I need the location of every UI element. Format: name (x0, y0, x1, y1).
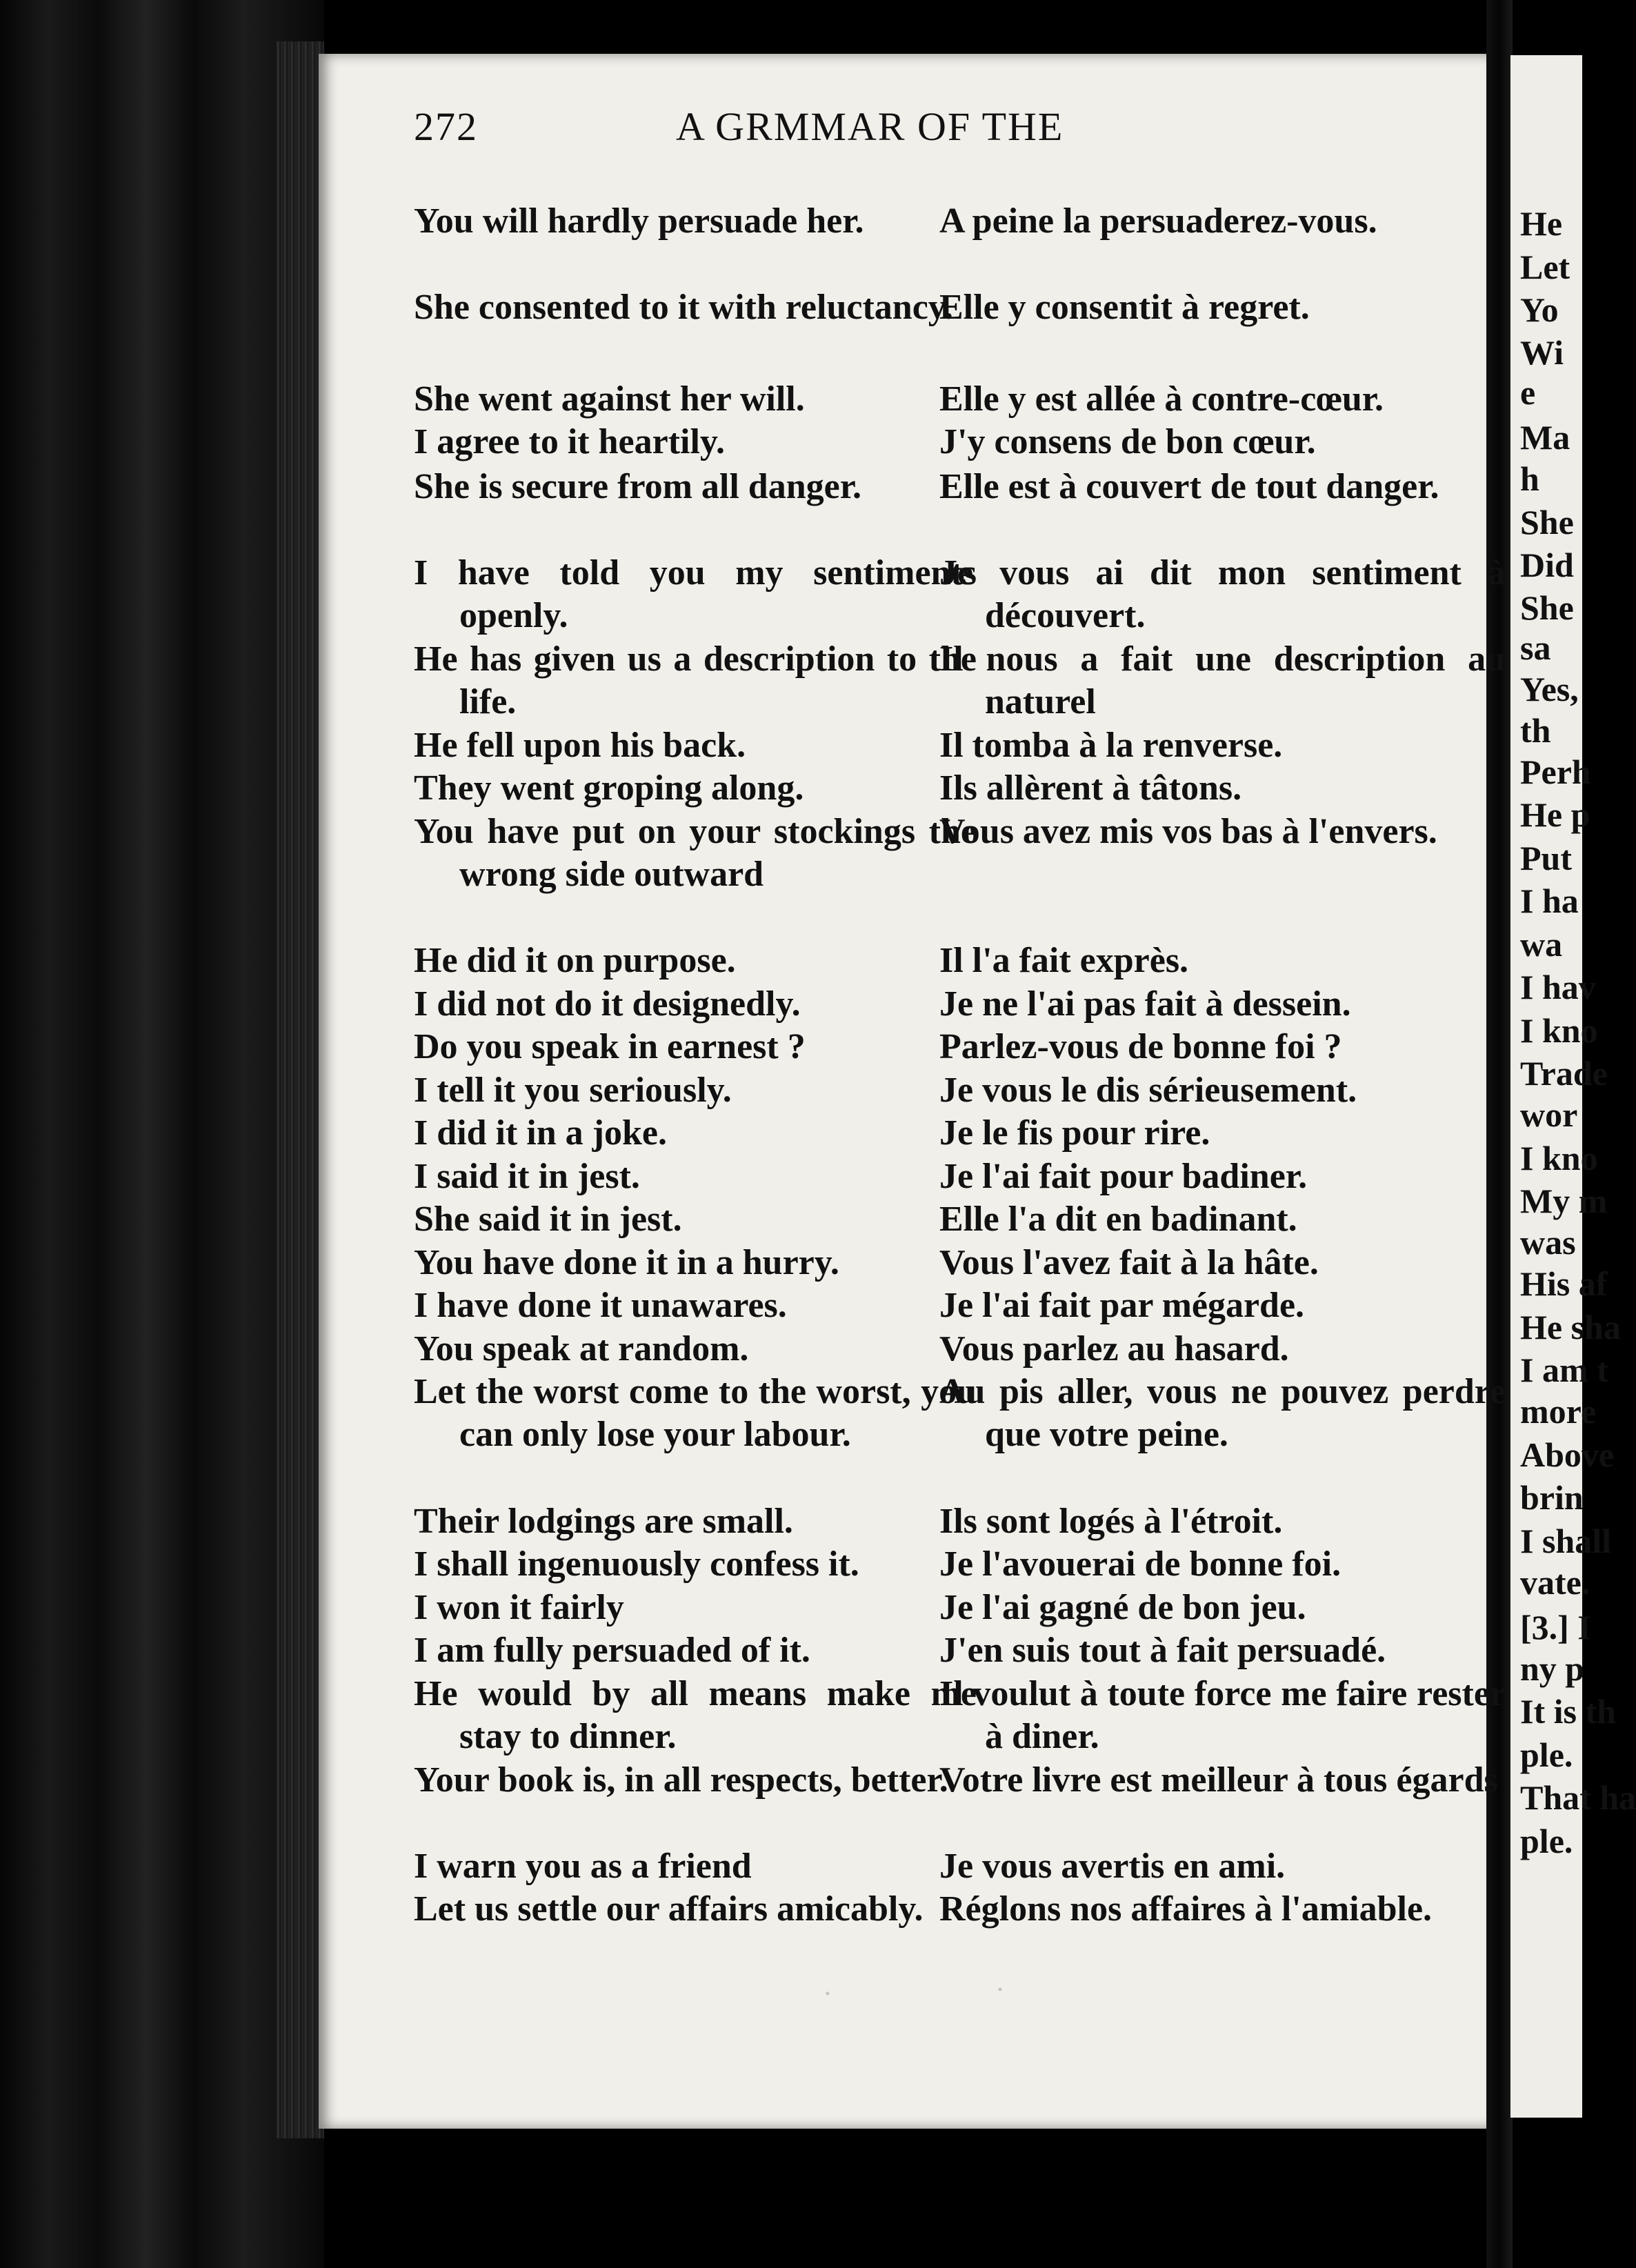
next-page-fragment: ny p (1520, 1649, 1585, 1688)
english-phrase: She went against her will. (414, 379, 805, 419)
french-phrase: Ils sont logés à l'étroit. (939, 1502, 1283, 1541)
page-number: 272 (414, 104, 478, 149)
next-page-fragment: e (1520, 373, 1536, 412)
french-phrase: Elle y consentit à regret. (939, 288, 1310, 327)
next-page-fragment: Trade (1520, 1054, 1608, 1093)
english-phrase: I agree to it heartily. (414, 422, 726, 461)
next-page-fragment: th (1520, 711, 1551, 750)
next-page-fragment: vate. (1520, 1563, 1590, 1602)
english-phrase: I tell it you seriously. (414, 1071, 732, 1110)
next-page-fragment: more (1520, 1392, 1597, 1431)
english-phrase: He would by all means make me stay to dinner. (414, 1674, 977, 1756)
english-phrase: Let us settle our affairs amicably. (414, 1889, 924, 1929)
next-page-fragment: He p (1520, 795, 1590, 834)
french-phrase: Je ne l'ai pas fait à dessein. (939, 984, 1351, 1024)
next-page-fragment: Perh (1520, 753, 1591, 791)
french-phrase: Je l'avouerai de bonne foi. (939, 1544, 1341, 1584)
next-page-fragment: Yo (1520, 290, 1559, 329)
next-page-fragment: It is th (1520, 1692, 1616, 1731)
french-phrase: Elle y est allée à contre-cœur. (939, 379, 1384, 419)
french-phrase: Je l'ai fait pour badiner. (939, 1157, 1308, 1196)
french-phrase: Vous l'avez fait à la hâte. (939, 1243, 1319, 1282)
page-header (414, 103, 1241, 166)
english-phrase: I have told you my sentiments openly. (414, 553, 977, 635)
english-phrase: They went groping along. (414, 768, 804, 808)
french-phrase: Il l'a fait exprès. (939, 941, 1189, 980)
next-page-fragment: Wi (1520, 333, 1564, 372)
french-phrase: Je vous avertis en ami. (939, 1847, 1286, 1886)
english-phrase: I won it fairly (414, 1588, 624, 1627)
french-phrase: J'en suis tout à fait persuadé. (939, 1631, 1386, 1670)
french-phrase: Je vous le dis sérieusement. (939, 1071, 1357, 1110)
next-page-fragment: Ma (1520, 418, 1570, 457)
french-phrase: Je le fis pour rire. (939, 1113, 1210, 1153)
french-phrase: Je vous ai dit mon sentiment à découvert. (939, 553, 1506, 635)
french-phrase: Je l'ai fait par mégarde. (939, 1286, 1305, 1325)
english-phrase: He fell upon his back. (414, 726, 746, 765)
next-page-fragment: He sha (1520, 1308, 1621, 1346)
french-phrase: Je l'ai gagné de bon jeu. (939, 1588, 1306, 1627)
french-phrase: Parlez-vous de bonne foi ? (939, 1027, 1342, 1066)
next-page-edge (1510, 55, 1636, 2118)
french-phrase: Au pis aller, vous ne pouvez perdre que votre peine. (939, 1372, 1506, 1454)
french-phrase: Votre livre est meilleur à tous égards (939, 1760, 1498, 1800)
english-phrase: You speak at random. (414, 1329, 749, 1369)
english-phrase: Their lodgings are small. (414, 1502, 793, 1541)
english-phrase: You have put on your stockings the wrong side outward (414, 812, 977, 894)
english-phrase: You have done it in a hurry. (414, 1243, 839, 1282)
paper-specks (759, 1973, 1104, 2014)
french-phrase: Elle l'a dit en badinant. (939, 1200, 1297, 1239)
next-page-fragment: I kno (1520, 1011, 1598, 1050)
english-phrase: I did it in a joke. (414, 1113, 667, 1153)
running-title: A GRMMAR OF THE (676, 104, 1064, 149)
english-phrase: Let the worst come to the worst, you can only lose your labour. (414, 1372, 977, 1454)
next-page-fragment: was (1520, 1223, 1576, 1262)
next-page-fragment: I shall (1520, 1522, 1612, 1560)
page-edges (276, 41, 324, 2138)
english-phrase: She consented to it with reluctancy. (414, 288, 953, 327)
next-page-fragment: I kno (1520, 1139, 1598, 1177)
next-page-fragment: sa (1520, 628, 1551, 667)
next-page-fragment: Above (1520, 1435, 1615, 1474)
next-page-fragment: I hav (1520, 968, 1596, 1006)
french-phrase: A peine la persuaderez-vous. (939, 201, 1377, 241)
next-page-fragment: [3.] I (1520, 1608, 1591, 1647)
english-phrase: She is secure from all danger. (414, 467, 862, 506)
english-phrase: I did not do it designedly. (414, 984, 801, 1024)
next-page-fragment: His af (1520, 1264, 1608, 1303)
next-page-fragment: My m (1520, 1182, 1608, 1220)
next-page-fragment: She (1520, 588, 1574, 627)
next-page-fragment: Let (1520, 248, 1570, 286)
next-page-fragment: wor (1520, 1095, 1578, 1134)
french-phrase: Il nous a fait une description au naturel (939, 639, 1506, 722)
next-page-fragment: h (1520, 459, 1539, 498)
english-phrase: He has given us a description to the life. (414, 639, 977, 722)
english-phrase: I said it in jest. (414, 1157, 640, 1196)
next-page-fragment: I am t (1520, 1351, 1608, 1389)
next-page-fragment: ple. (1520, 1822, 1573, 1860)
french-phrase: Elle est à couvert de tout danger. (939, 467, 1439, 506)
next-page-fragment: Put (1520, 839, 1572, 877)
french-phrase: Il voulut à toute force me faire rester à diner. (939, 1674, 1506, 1756)
french-phrase: Ils allèrent à tâtons. (939, 768, 1242, 808)
french-phrase: J'y consens de bon cœur. (939, 422, 1316, 461)
next-page-fragment: Yes, (1520, 670, 1579, 708)
english-phrase: You will hardly persuade her. (414, 201, 864, 241)
french-phrase: Vous avez mis vos bas à l'envers. (939, 812, 1437, 851)
next-page-fragment: He (1520, 204, 1563, 243)
next-page-fragment: wa (1520, 925, 1563, 964)
next-page-fragment: She (1520, 503, 1574, 541)
french-phrase: Il tomba à la renverse. (939, 726, 1283, 765)
french-phrase: Vous parlez au hasard. (939, 1329, 1289, 1369)
next-page-fragment: ple. (1520, 1735, 1573, 1774)
french-phrase: Réglons nos affaires à l'amiable. (939, 1889, 1433, 1929)
next-page-fragment: I ha (1520, 882, 1579, 920)
english-phrase: Your book is, in all respects, better. (414, 1760, 948, 1800)
english-phrase: She said it in jest. (414, 1200, 682, 1239)
english-phrase: I have done it unawares. (414, 1286, 787, 1325)
english-phrase: Do you speak in earnest ? (414, 1027, 806, 1066)
next-page-fragment: brin (1520, 1478, 1584, 1517)
english-phrase: I am fully persuaded of it. (414, 1631, 810, 1670)
next-page-fragment: Did (1520, 546, 1574, 584)
english-phrase: He did it on purpose. (414, 941, 736, 980)
next-page-fragment: That ha (1520, 1778, 1636, 1817)
english-phrase: I warn you as a friend (414, 1847, 752, 1886)
english-phrase: I shall ingenuously confess it. (414, 1544, 859, 1584)
